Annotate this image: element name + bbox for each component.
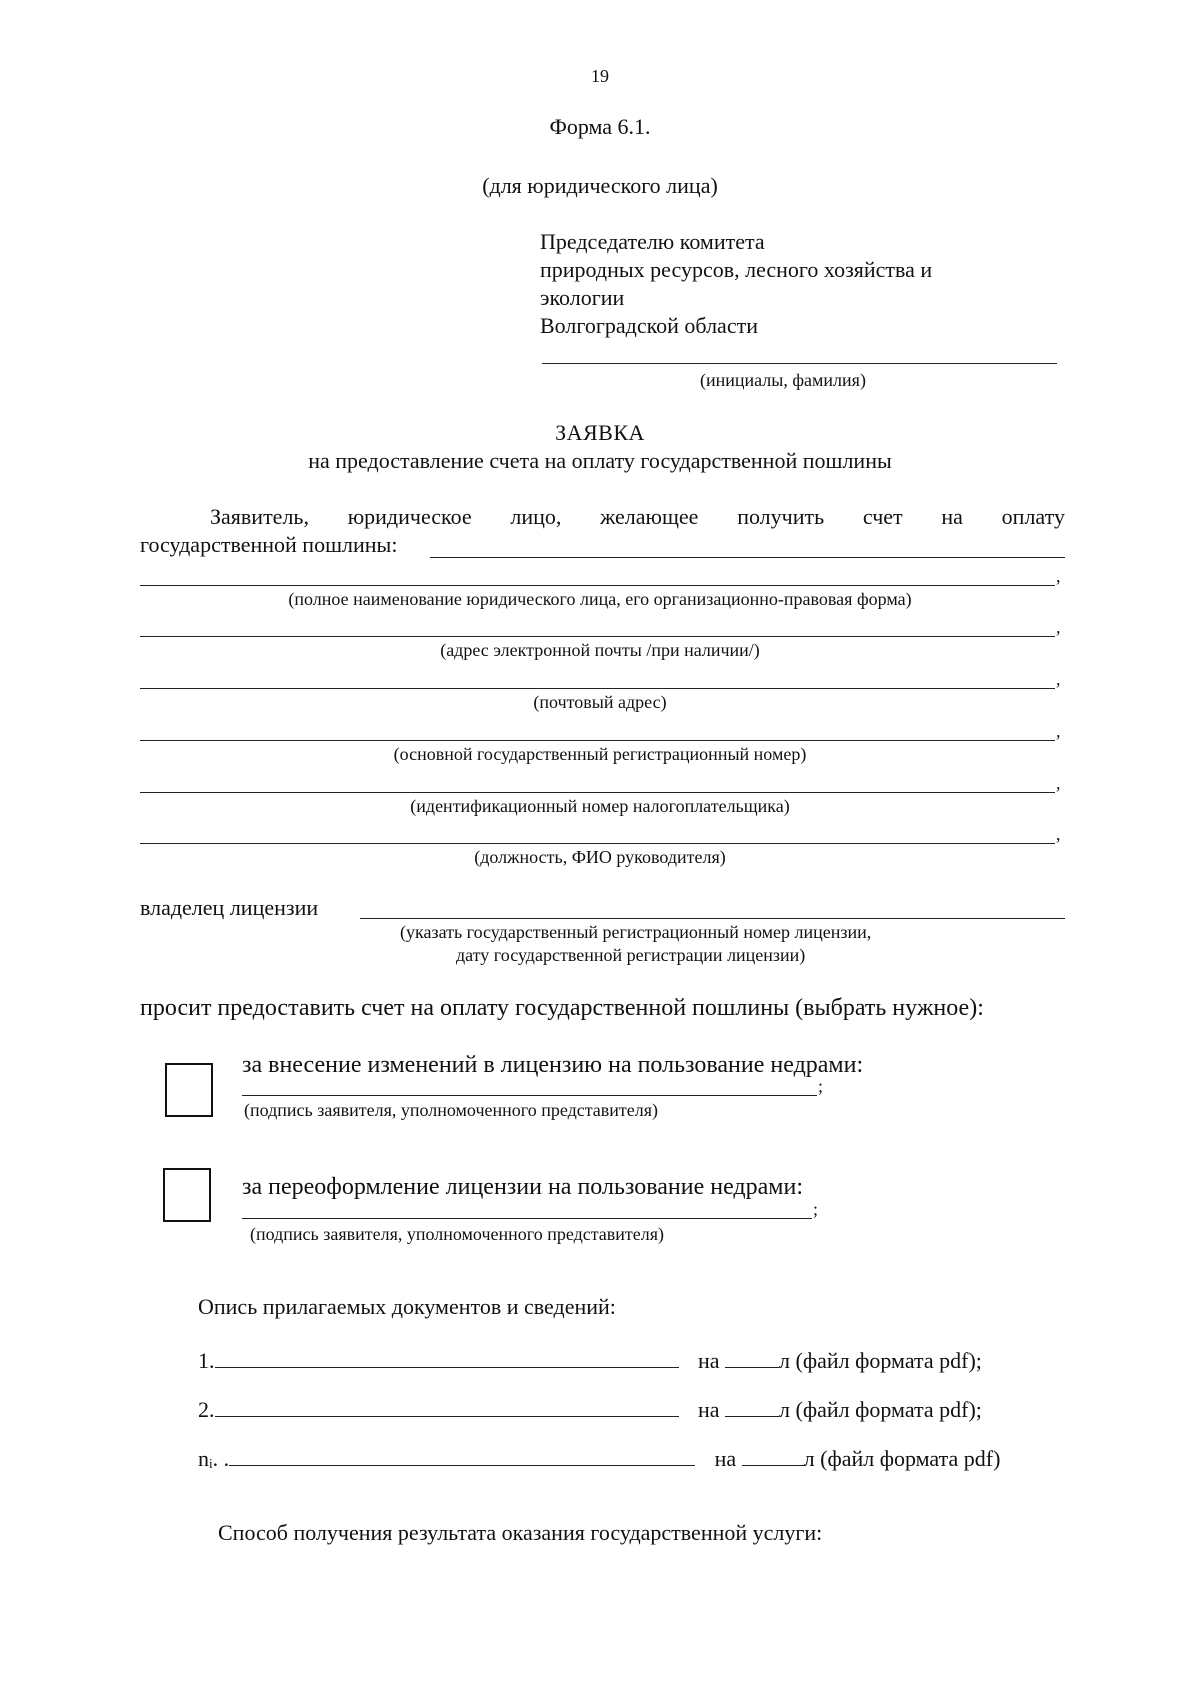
intro-word: счет <box>862 504 903 529</box>
addressee-caption: (инициалы, фамилия) <box>700 370 866 390</box>
addressee-line: природных ресурсов, лесного хозяйства и <box>540 257 933 282</box>
comma: , <box>1056 669 1061 689</box>
comma: , <box>1056 773 1061 793</box>
document-item <box>198 1396 982 1423</box>
page-number: 19 <box>591 66 609 86</box>
document-item <box>198 1445 1000 1472</box>
ogrn-field[interactable] <box>140 740 1055 741</box>
document-subtitle: на предоставление счета на оплату государственной пошлины <box>308 448 892 473</box>
license-caption-1: (указать государственный регистрационный номер лицензии, <box>400 922 872 942</box>
document-pages-field[interactable] <box>725 1347 779 1368</box>
addressee-line: Волгоградской области <box>540 313 758 338</box>
addressee-line: экологии <box>540 285 625 310</box>
field-caption: (должность, ФИО руководителя) <box>474 847 726 867</box>
intro-line <box>140 504 1065 530</box>
document-title: ЗАЯВКА <box>555 420 645 445</box>
comma: , <box>1056 721 1061 741</box>
document-name-field[interactable] <box>215 1396 679 1417</box>
option-2-caption: (подпись заявителя, уполномоченного представителя) <box>250 1224 665 1244</box>
comma: , <box>1056 617 1061 637</box>
document-name-field[interactable] <box>229 1445 695 1466</box>
document-item-number: nᵢ. . <box>198 1446 230 1471</box>
option-1-signature-field[interactable] <box>242 1095 817 1096</box>
applicant-field[interactable] <box>430 557 1065 558</box>
semicolon: ; <box>818 1076 824 1096</box>
comma: , <box>1056 824 1061 844</box>
intro-word: лицо, <box>510 504 562 529</box>
document-on: на <box>714 1446 737 1471</box>
document-on: на <box>698 1348 720 1373</box>
result-method: Способ получения результата оказания государственной услуги: <box>218 1520 823 1545</box>
comma: , <box>1056 566 1061 586</box>
email-field[interactable] <box>140 636 1055 637</box>
request-text: просит предоставить счет на оплату государственной пошлины (выбрать нужное): <box>140 995 984 1021</box>
addressee-block <box>540 228 932 340</box>
document-on: на <box>698 1397 720 1422</box>
option-2-checkbox[interactable] <box>163 1168 211 1222</box>
document-suffix: л (файл формата pdf); <box>779 1397 982 1422</box>
license-owner-label: владелец лицензии <box>140 895 319 920</box>
document-pages-field[interactable] <box>742 1445 804 1466</box>
intro-word: оплату <box>1001 504 1065 529</box>
field-caption: (основной государственный регистрационный номер) <box>393 744 807 764</box>
intro-word: юридическое <box>347 504 472 529</box>
form-subtitle: (для юридического лица) <box>482 173 718 198</box>
intro-line-2: государственной пошлины: <box>140 532 398 557</box>
postal-address-field[interactable] <box>140 688 1055 689</box>
document-name-field[interactable] <box>215 1347 679 1368</box>
option-1-label: за внесение изменений в лицензию на пользование недрами: <box>242 1052 864 1078</box>
intro-word: желающее <box>600 504 699 529</box>
field-caption: (идентификационный номер налогоплательщика) <box>410 796 790 816</box>
inn-field[interactable] <box>140 792 1055 793</box>
intro-word: получить <box>737 504 825 529</box>
document-item <box>198 1347 982 1374</box>
field-caption: (полное наименование юридического лица, его организационно-правовая форма) <box>288 589 912 609</box>
document-suffix: л (файл формата pdf); <box>779 1348 982 1373</box>
option-2-label: за переоформление лицензии на пользование недрами: <box>242 1174 803 1200</box>
intro-word: Заявитель, <box>210 504 309 529</box>
addressee-name-field[interactable] <box>542 363 1057 364</box>
field-caption: (адрес электронной почты /при наличии/) <box>440 640 760 660</box>
option-1-caption: (подпись заявителя, уполномоченного представителя) <box>244 1100 659 1120</box>
option-1-checkbox[interactable] <box>165 1063 213 1117</box>
applicant-name-field[interactable] <box>140 585 1055 586</box>
form-number: Форма 6.1. <box>549 114 651 139</box>
field-caption: (почтовый адрес) <box>533 692 667 712</box>
document-suffix: л (файл формата pdf) <box>803 1446 1001 1471</box>
license-caption-2: дату государственной регистрации лицензии) <box>456 945 806 965</box>
documents-heading: Опись прилагаемых документов и сведений: <box>198 1294 616 1319</box>
intro-word: на <box>941 504 963 529</box>
license-number-field[interactable] <box>360 918 1065 919</box>
addressee-line: Председателю комитета <box>540 229 765 254</box>
document-pages-field[interactable] <box>725 1396 779 1417</box>
document-item-number: 2. <box>198 1397 215 1422</box>
semicolon: ; <box>813 1199 819 1219</box>
document-item-number: 1. <box>198 1348 215 1373</box>
director-field[interactable] <box>140 843 1055 844</box>
option-2-signature-field[interactable] <box>242 1218 812 1219</box>
